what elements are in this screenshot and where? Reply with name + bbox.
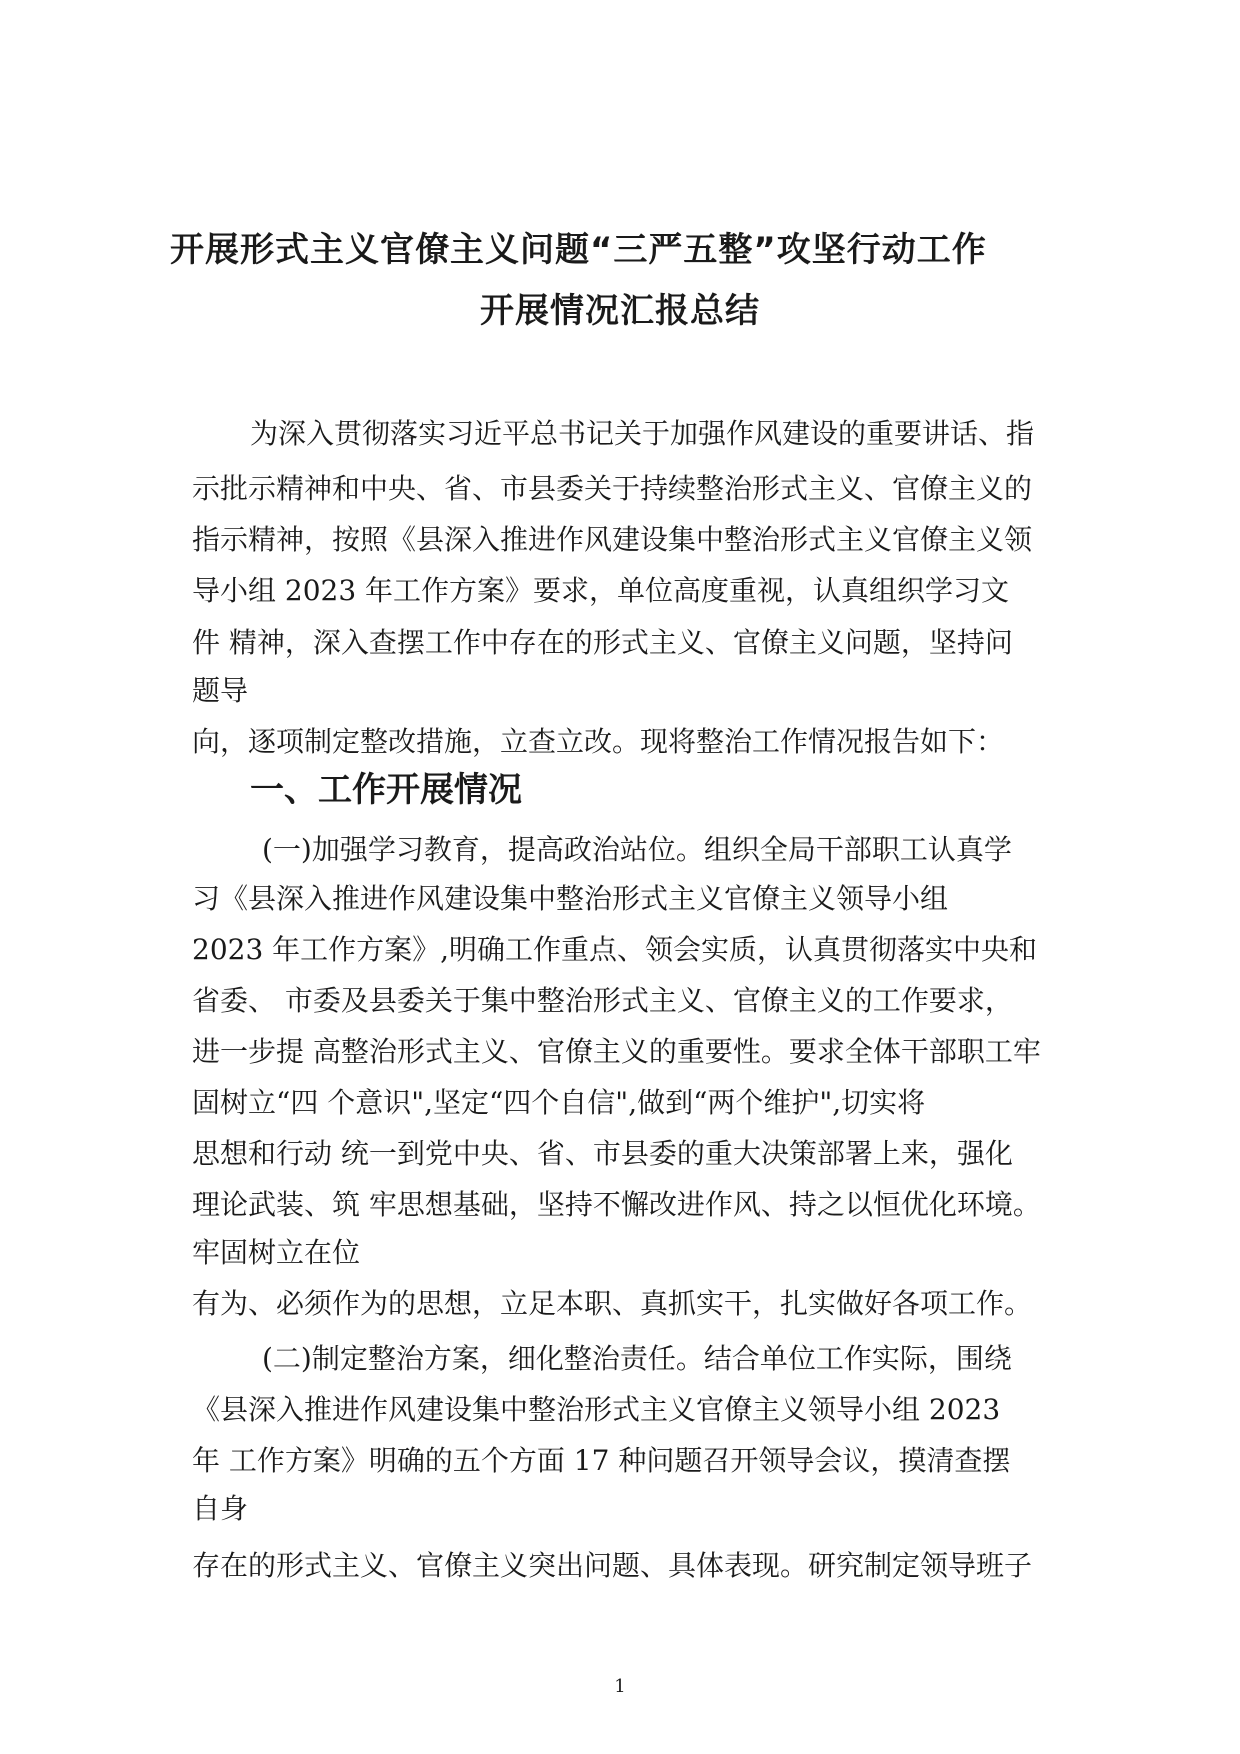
paragraph-line: 理论武装、筑 牢思想基础，坚持不懈改进作风、持之以恒优化环境。 (192, 1188, 1041, 1221)
paragraph-line: 《县深入推进作风建设集中整治形式主义官僚主义领导小组 2023 (192, 1393, 1001, 1426)
intro-line: 题导 (192, 674, 249, 707)
paragraph-line: 进一步提 高整治形式主义、官僚主义的重要性。要求全体干部职工牢 (192, 1035, 1041, 1068)
intro-line: 为深入贯彻落实习近平总书记关于加强作风建设的重要讲话、指 (250, 417, 1035, 450)
paragraph-line: (二)制定整治方案，细化整治责任。结合单位工作实际，围绕 (262, 1342, 1012, 1375)
section-heading: 一、工作开展情况 (250, 770, 522, 810)
paragraph-line: (一)加强学习教育，提高政治站位。组织全局干部职工认真学 (262, 833, 1012, 866)
intro-line: 导小组 2023 年工作方案》要求，单位高度重视，认真组织学习文 (192, 574, 1010, 607)
paragraph-line: 习《县深入推进作风建设集中整治形式主义官僚主义领导小组 (192, 882, 949, 915)
paragraph-line: 思想和行动 统一到党中央、省、市县委的重大决策部署上来，强化 (192, 1137, 1013, 1170)
document-title-line-1: 开展形式主义官僚主义问题“三严五整”攻坚行动工作 (170, 230, 987, 270)
paragraph-line: 自身 (192, 1492, 249, 1525)
paragraph-line: 省委、 市委及县委关于集中整治形式主义、官僚主义的工作要求， (192, 984, 1013, 1017)
intro-line: 向，逐项制定整改措施，立查立改。现将整治工作情况报告如下： (192, 725, 1005, 758)
paragraph-line: 有为、必须作为的思想，立足本职、真抓实干，扎实做好各项工作。 (192, 1287, 1033, 1320)
paragraph-line: 年 工作方案》明确的五个方面 17 种问题召开领导会议，摸清查摆 (192, 1444, 1011, 1477)
paragraph-line: 牢固树立在位 (192, 1236, 361, 1269)
document-title-line-2: 开展情况汇报总结 (480, 291, 760, 331)
paragraph-line: 2023 年工作方案》,明确工作重点、领会实质，认真贯彻落实中央和 (192, 933, 1038, 966)
intro-line: 指示精神，按照《县深入推进作风建设集中整治形式主义官僚主义领 (192, 523, 1033, 556)
page-number: 1 (614, 1676, 626, 1697)
paragraph-line: 存在的形式主义、官僚主义突出问题、具体表现。研究制定领导班子 (192, 1549, 1033, 1582)
intro-line: 示批示精神和中央、省、市县委关于持续整治形式主义、官僚主义的 (192, 472, 1033, 505)
intro-line: 件 精神，深入查摆工作中存在的形式主义、官僚主义问题，坚持问 (192, 626, 1013, 659)
paragraph-line: 固树立“四 个意识",坚定“四个自信",做到“两个维护",切实将 (192, 1086, 926, 1119)
